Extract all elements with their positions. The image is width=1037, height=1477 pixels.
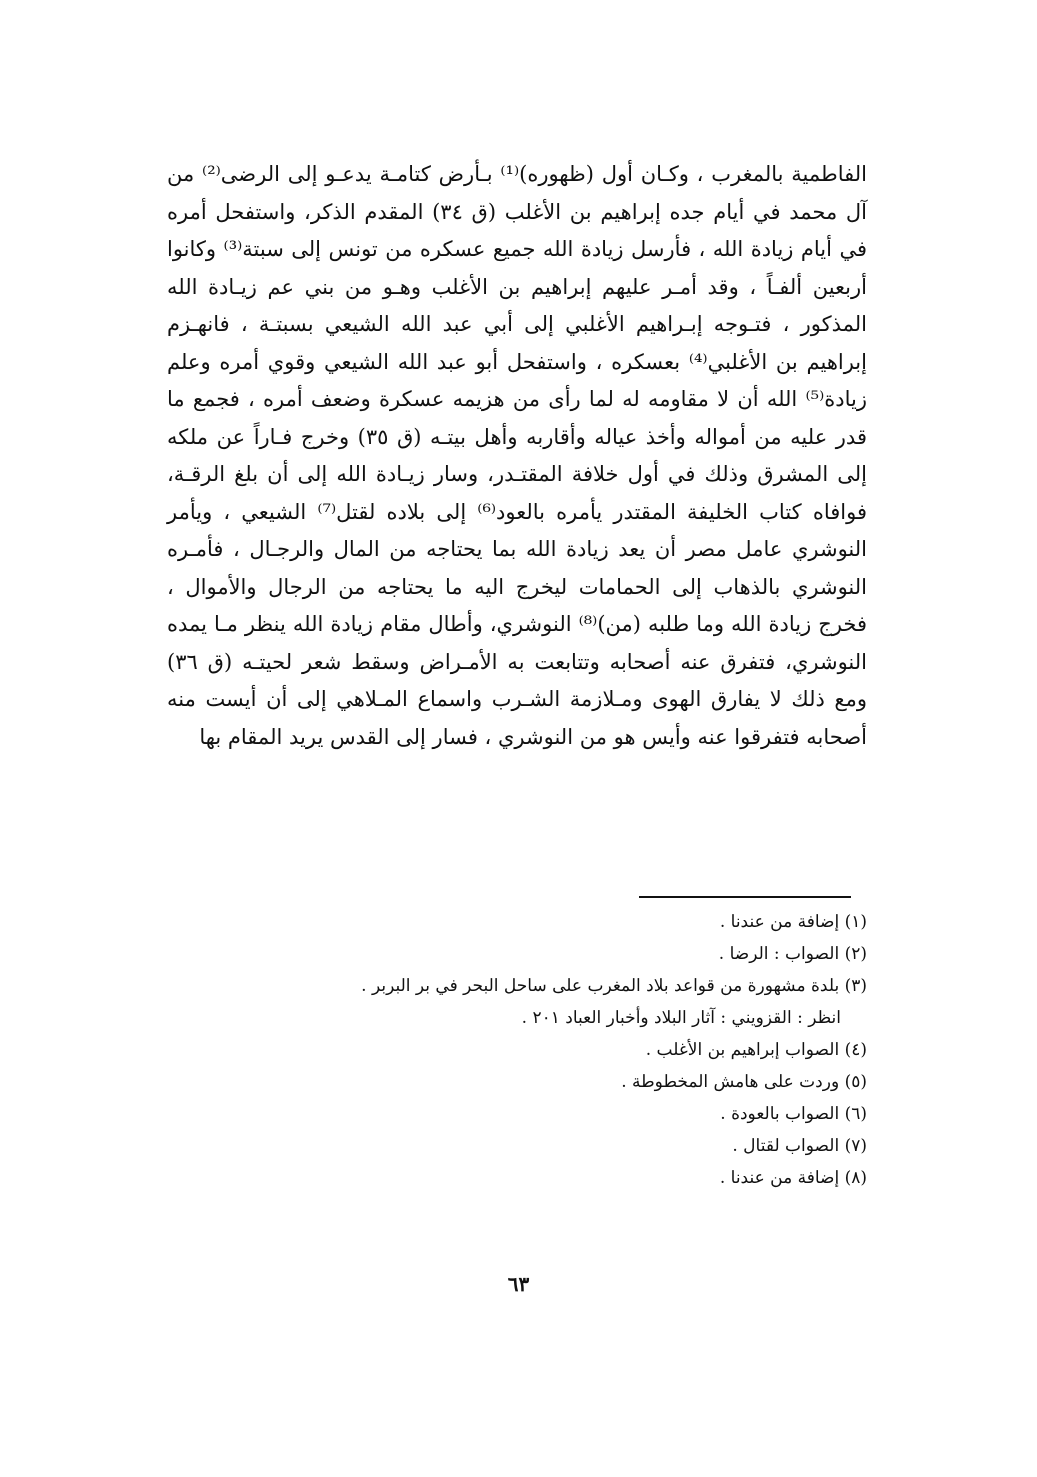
footnote: (٢) الصواب : الرضا . [718, 944, 867, 964]
text-line: إبراهيم بن الأغلبي⁽⁴⁾ بعسكره ، واستفحل أبو عبد الله الشيعي وقوي أمره وعلم [167, 349, 867, 374]
text-line: أربعين ألفـاً ، وقد أمـر عليهم إبراهيم بن الأغلب وهـو من بني عم زيـادة الله [167, 274, 867, 299]
footnote: (٨) إضافة من عندنا . [719, 1168, 867, 1188]
footnote: (٤) الصواب إبراهيم بن الأغلب . [645, 1040, 867, 1060]
footnote: (٣) بلدة مشهورة من قواعد بلاد المغرب على ساحل البحر في بر البربر . [361, 976, 867, 996]
footnotes [167, 906, 867, 1194]
text-line: النوشري عامل مصر أن يعد زيادة الله بما يحتاجه من المال والرجـال ، فأمـره [167, 537, 867, 561]
text-line: إلى المشرق وذلك في أول خلافة المقتـدر، وسار زيـادة الله إلى أن بلغ الرقـة، [167, 462, 867, 486]
footnote: (٧) الصواب لقتال . [732, 1136, 867, 1156]
text-line: فوافاه كتاب الخليفة المقتدر يأمره بالعود⁽⁶⁾ إلى بلاده لقتل⁽⁷⁾ الشيعي ، ويأمر [167, 499, 867, 524]
footnote: (١) إضافة من عندنا . [719, 912, 867, 932]
text-line: قدر عليه من أمواله وأخذ عياله وأقاربه وأهل بيتـه (ق ٣٥) وخرج فـاراً عن ملكه [167, 424, 867, 449]
text-line: ومع ذلك لا يفارق الهوى ومـلازمة الشـرب واسماع المـلاهي إلى أن أيست منه [167, 687, 867, 711]
page-number: ٦٣ [507, 1272, 530, 1296]
text-line: النوشري، فتفرق عنه أصحابه وتتابعت به الأمـراض وسقط شعر لحيتـه (ق ٣٦) [167, 649, 867, 674]
text-line: في أيام زيادة الله ، فأرسل زيادة الله جميع عسكره من تونس إلى سبتة⁽³⁾ وكانوا [167, 237, 867, 261]
text-line: الفاطمية بالمغرب ، وكـان أول (ظهوره)⁽¹⁾ بـأرض كتامـة يدعـو إلى الرضى⁽²⁾ من [167, 162, 867, 186]
text-line: زيادة⁽⁵⁾ الله أن لا مقاومه له لما رأى من هزيمه عسكرة وضعف أمره ، فجمع ما [167, 387, 867, 411]
text-line: آل محمد في أيام جده إبراهيم بن الأغلب (ق ٣٤) المقدم الذكر، واستفحل أمره [167, 199, 868, 224]
text-line: النوشري بالذهاب إلى الحمامات ليخرج اليه ما يحتاجه من الرجال والأموال ، [167, 574, 868, 599]
text-line: المذكور ، فتـوجه إبـراهيم الأغلبي إلى أبي عبد الله الشيعي بسبتـة ، فانهـزم [167, 312, 867, 336]
footnote: (٦) الصواب بالعودة . [720, 1104, 867, 1124]
text-line: أصحابه فتفرقوا عنه وأيس هو من النوشري ، فسار إلى القدس يريد المقام بها [199, 724, 867, 749]
text-line: فخرج زيادة الله وما طلبه (من)⁽⁸⁾ النوشري، وأطال مقام زيادة الله ينظر مـا يمده [167, 612, 867, 636]
footnote: (٥) وردت على هامش المخطوطة . [621, 1072, 867, 1092]
footnote-separator [639, 896, 851, 898]
footnote-continuation: انظر : القزويني : آثار البلاد وأخبار العباد ٢٠١ . [521, 1008, 841, 1028]
main-text [167, 156, 867, 756]
